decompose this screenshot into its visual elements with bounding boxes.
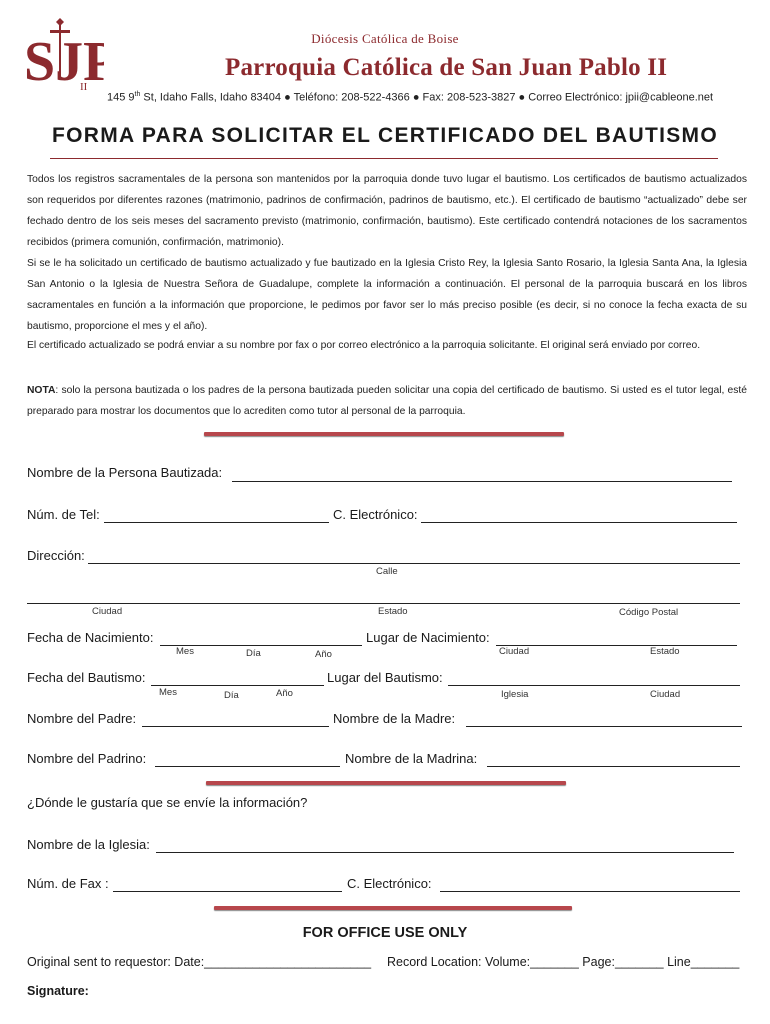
office-use-heading: FOR OFFICE USE ONLY: [302, 925, 468, 941]
state-caption: Estado: [378, 606, 408, 617]
birth-place-label: Lugar de Nacimiento:: [366, 630, 490, 645]
baptism-year-caption: Año: [276, 688, 293, 699]
birth-date-label: Fecha de Nacimiento:: [27, 630, 154, 645]
section-separator: [204, 432, 564, 436]
city-state-zip-field[interactable]: [27, 603, 740, 604]
section-separator: [206, 781, 566, 785]
phone-label: Núm. de Tel:: [27, 507, 100, 522]
section-separator: [214, 906, 572, 910]
city-caption: Ciudad: [92, 606, 123, 617]
baptized-name-field[interactable]: [232, 481, 732, 482]
mother-label: Nombre de la Madre:: [333, 711, 456, 726]
godmother-field[interactable]: [487, 766, 740, 767]
baptism-day-caption: Día: [224, 690, 239, 701]
signature-label: Signature:: [27, 984, 89, 998]
nota-label: NOTA: [27, 385, 56, 396]
logo-numeral: II: [80, 81, 88, 93]
birth-day-caption: Día: [246, 648, 261, 659]
street-field[interactable]: [88, 563, 740, 564]
baptized-name-label: Nombre de la Persona Bautizada:: [27, 465, 223, 480]
intro-paragraph-3: El certificado actualizado se podrá enviar a su nombre por fax o por correo electrónico a la parroquia solicitante. El original será enviado por correo.: [27, 340, 701, 351]
godfather-field[interactable]: [155, 766, 340, 767]
address-label: Dirección:: [27, 548, 85, 563]
intro-paragraph-2: Si se le ha solicitado un certificado de bautismo actualizado y fue bautizado en la Iglesia Cristo Rey, la Iglesia Santo Rosario, la Iglesia Santa Ana, la Iglesia San Antonio o la Iglesia de Nuestra Señora de Guadalupe, complete la información a continuación. El personal de la parroquia buscará en los libros sacramentales en función a la información que proporcione, le pedimos por favor ser lo más preciso posible (es decir, si no conoce la fecha exacta de su bautismo, proporcione el mes y el año).: [27, 258, 747, 332]
baptism-date-label: Fecha del Bautismo:: [27, 670, 146, 685]
send-email-field[interactable]: [440, 891, 740, 892]
title-underline: [50, 158, 718, 159]
form-title: FORMA PARA SOLICITAR EL CERTIFICADO DEL BAUTISMO: [52, 124, 718, 147]
birth-month-caption: Mes: [176, 646, 194, 657]
godfather-label: Nombre del Padrino:: [27, 751, 147, 766]
baptism-place-field[interactable]: [448, 685, 740, 686]
send-question: ¿Dónde le gustaría que se envíe la información?: [27, 795, 308, 810]
nota-text: : solo la persona bautizada o los padres de la persona bautizada pueden solicitar una copia del certificado de bautismo. Si usted es el tutor legal, esté preparado para mostrar los documentos que lo acrediten como tutor al personal de la parroquia.: [27, 385, 747, 417]
godmother-label: Nombre de la Madrina:: [345, 751, 478, 766]
birth-city-caption: Ciudad: [499, 646, 530, 657]
send-email-label: C. Electrónico:: [347, 876, 432, 891]
mother-field[interactable]: [466, 726, 742, 727]
baptism-date-field[interactable]: [151, 685, 324, 686]
birth-year-caption: Año: [315, 649, 332, 660]
sent-date-field[interactable]: Original sent to requestor: Date:________________________: [27, 955, 372, 969]
birth-place-field[interactable]: [496, 645, 737, 646]
baptism-place-label: Lugar del Bautismo:: [327, 670, 443, 685]
diocese-name: Diócesis Católica de Boise: [311, 31, 459, 46]
fax-field[interactable]: [113, 891, 342, 892]
address-number: 145 9: [107, 91, 135, 104]
parish-name: Parroquia Católica de San Juan Pablo II: [225, 54, 668, 81]
address-suffix: th: [134, 91, 141, 98]
logo-letters: SJP: [24, 31, 104, 93]
email-field[interactable]: [421, 522, 737, 523]
address-details: St, Idaho Falls, Idaho 83404 ● Teléfono: 208-522-4366 ● Fax: 208-523-3827 ● Correo Electrónico: jpii@cableone.net: [140, 91, 714, 104]
contact-line: [107, 91, 713, 104]
nota-paragraph: [27, 380, 747, 422]
fax-label: Núm. de Fax :: [27, 876, 109, 891]
baptism-month-caption: Mes: [159, 687, 177, 698]
record-location-field[interactable]: Record Location: Volume:_______ Page:_______ Line_______: [387, 955, 740, 969]
father-label: Nombre del Padre:: [27, 711, 137, 726]
baptism-city-caption: Ciudad: [650, 689, 681, 700]
street-caption: Calle: [376, 566, 398, 577]
phone-field[interactable]: [104, 522, 329, 523]
birth-state-caption: Estado: [650, 646, 680, 657]
intro-paragraph-1: Todos los registros sacramentales de la persona son mantenidos por la parroquia donde tuvo lugar el bautismo. Los certificados de bautismo actualizados son requeridos por diferentes razones (matrimonio, padrinos de confirmación, padrinos de bautismo, etc.). El certificado de bautismo “actualizado” debe ser fechado dentro de los seis meses del sacramento previsto (matrimonio, confirmación, bautismo). Este certificado contendrá notaciones de los sacramentos recibidos (primera comunión, confirmación, matrimonio).: [27, 174, 747, 248]
church-name-label: Nombre de la Iglesia:: [27, 837, 150, 852]
church-name-field[interactable]: [156, 852, 734, 853]
baptism-church-caption: Iglesia: [501, 689, 529, 700]
zip-caption: Código Postal: [619, 607, 679, 618]
email-label: C. Electrónico:: [333, 507, 418, 522]
father-field[interactable]: [142, 726, 329, 727]
